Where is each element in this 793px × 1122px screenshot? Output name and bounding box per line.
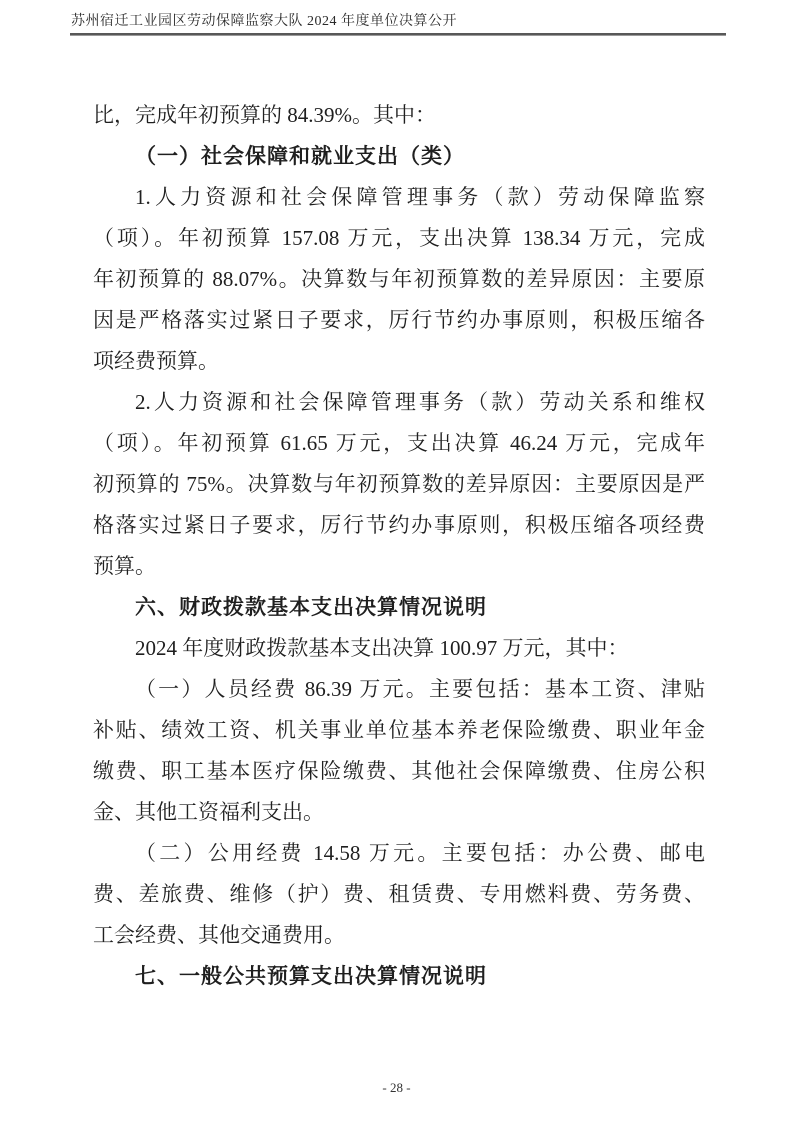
body-line: 2.人力资源和社会保障管理事务（款）劳动关系和维权: [135, 390, 705, 414]
body-line: 补贴、绩效工资、机关事业单位基本养老保险缴费、职业年金: [93, 718, 705, 742]
running-header-title: 苏州宿迁工业园区劳动保障监察大队 2024 年度单位决算公开: [71, 14, 457, 29]
body-line: 缴费、职工基本医疗保险缴费、其他社会保障缴费、住房公积: [93, 759, 705, 783]
section-heading: 七、一般公共预算支出决算情况说明: [135, 965, 487, 988]
body-line: 年初预算的 88.07%。决算数与年初预算数的差异原因：主要原: [93, 267, 705, 291]
body-line: （二）公用经费 14.58 万元。主要包括：办公费、邮电: [135, 841, 705, 865]
body-line: 金、其他工资福利支出。: [93, 800, 324, 824]
header-divider-rule: [70, 33, 726, 36]
body-line: 比，完成年初预算的 84.39%。其中：: [93, 103, 436, 127]
body-line: 预算。: [93, 554, 156, 578]
body-line: 2024 年度财政拨款基本支出决算 100.97 万元，其中：: [135, 636, 629, 660]
body-line: （一）人员经费 86.39 万元。主要包括：基本工资、津贴: [135, 677, 705, 701]
body-line: 项经费预算。: [93, 349, 219, 373]
section-heading: （一）社会保障和就业支出（类）: [135, 145, 465, 168]
body-line: （项）。年初预算 157.08 万元，支出决算 138.34 万元，完成: [93, 226, 705, 250]
body-line: （项）。年初预算 61.65 万元，支出决算 46.24 万元，完成年: [93, 431, 705, 455]
page-number: - 28 -: [382, 1080, 411, 1095]
body-line: 费、差旅费、维修（护）费、租赁费、专用燃料费、劳务费、: [93, 882, 705, 906]
body-line: 格落实过紧日子要求，厉行节约办事原则，积极压缩各项经费: [93, 513, 705, 537]
body-line: 工会经费、其他交通费用。: [93, 923, 345, 947]
body-line: 1.人力资源和社会保障管理事务（款）劳动保障监察: [135, 185, 705, 209]
section-heading: 六、财政拨款基本支出决算情况说明: [135, 596, 487, 619]
body-line: 因是严格落实过紧日子要求，厉行节约办事原则，积极压缩各: [93, 308, 705, 332]
body-line: 初预算的 75%。决算数与年初预算数的差异原因：主要原因是严: [93, 472, 705, 496]
document-body: [93, 95, 705, 997]
